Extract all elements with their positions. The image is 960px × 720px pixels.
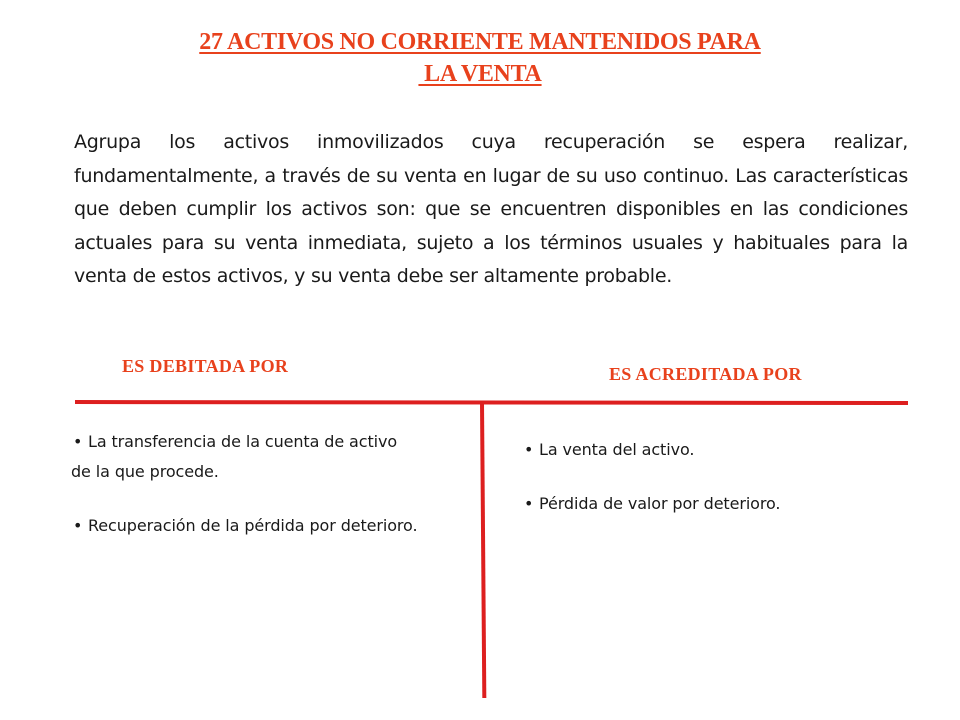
- account-description: Agrupa los activos inmovilizados cuya recuperación se espera realizar, fundamentalmente, a través de su venta en lugar de su uso continuo. Las características que deben cumplir los activos son: que se encuentren disponibles en las condiciones actuales para su venta inmediata, sujeto a los términos usuales y habituales para la venta de estos activos, y su venta debe ser altamente probable.: [74, 131, 908, 287]
- bullet-icon: •: [73, 432, 83, 451]
- page-title-line-2: LA VENTA: [418, 61, 542, 87]
- bullet-icon: •: [73, 516, 83, 535]
- debit-entry-item: [71, 511, 421, 541]
- debit-column-header: ES DEBITADA POR: [122, 356, 289, 376]
- debit-entry-item: [71, 427, 421, 487]
- debit-entries-list: [71, 427, 421, 565]
- credit-entry-text: La venta del activo.: [539, 440, 695, 459]
- t-account-vertical-line: [480, 403, 486, 698]
- debit-entry-text: La transferencia de la cuenta de activo de la que procede.: [71, 432, 398, 481]
- credit-entry-item: [522, 435, 902, 465]
- bullet-icon: •: [524, 494, 534, 513]
- debit-entry-text: Recuperación de la pérdida por deterioro.: [88, 516, 418, 535]
- bullet-icon: •: [524, 440, 534, 459]
- credit-column-header: ES ACREDITADA POR: [609, 364, 802, 384]
- page-title-line-1: 27 ACTIVOS NO CORRIENTE MANTENIDOS PARA: [199, 29, 761, 55]
- t-account-horizontal-line: [75, 400, 908, 405]
- credit-entry-item: [522, 489, 902, 519]
- credit-entry-text: Pérdida de valor por deterioro.: [539, 494, 781, 513]
- credit-entries-list: [522, 435, 902, 543]
